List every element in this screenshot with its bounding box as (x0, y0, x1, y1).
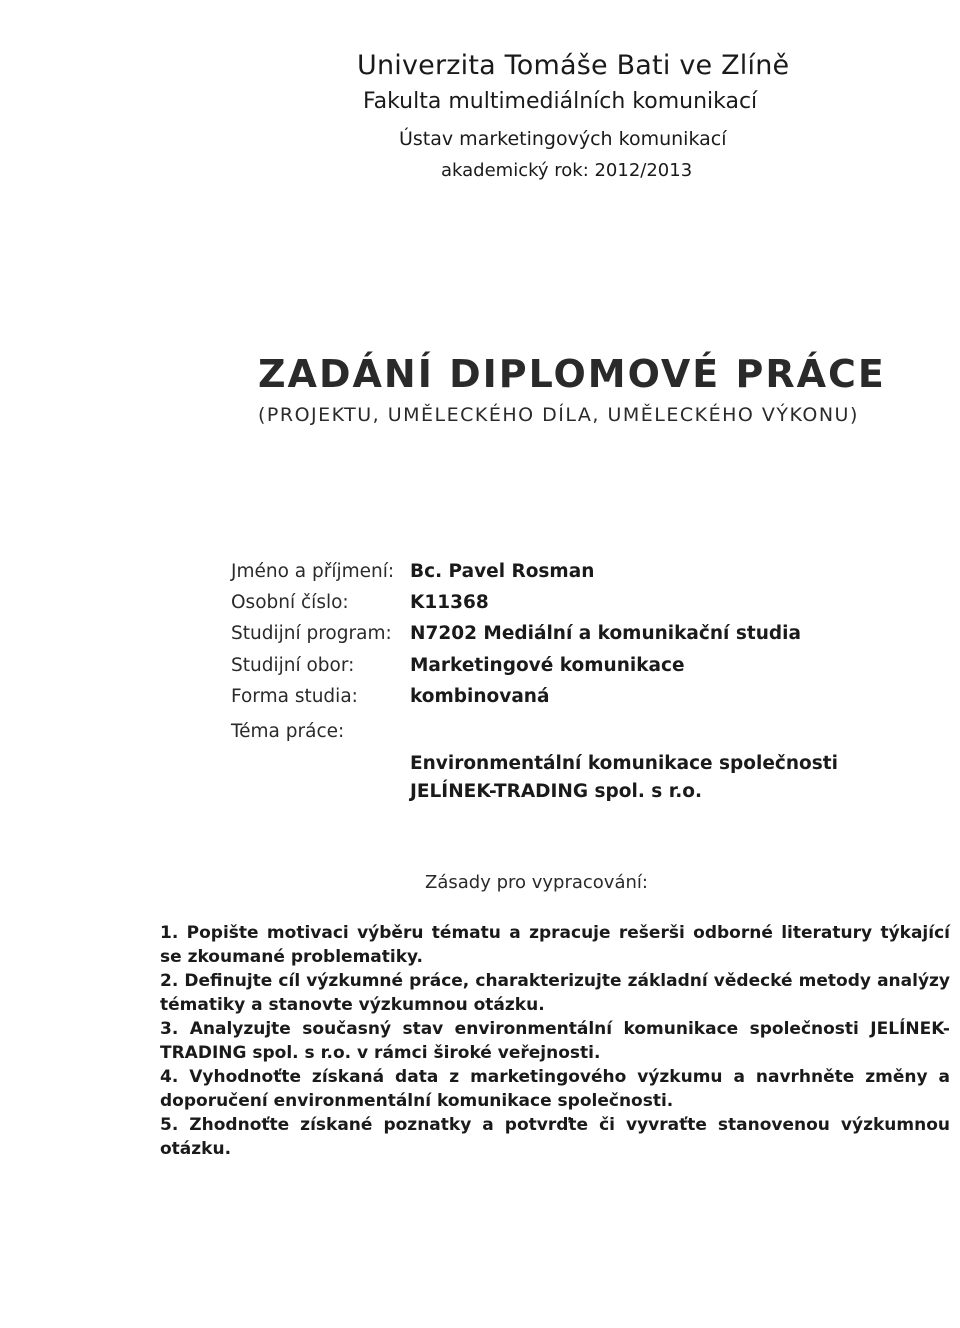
list-item: 3. Analyzujte současný stav environmentální komunikace společnosti JELÍNEK-TRADING spol. s r.o. v rámci široké veřejnosti. (160, 1019, 950, 1063)
principles-heading: Zásady pro vypracování: (425, 872, 648, 893)
name-label: Jméno a příjmení: (231, 561, 395, 582)
name-value: Bc. Pavel Rosman (410, 561, 595, 582)
list-item: 1. Popište motivaci výběru tématu a zpracuje rešerši odborné literatury týkající se zkoumané problematiky. (160, 923, 950, 967)
university-name: Univerzita Tomáše Bati ve Zlíně (357, 50, 790, 81)
list-item: 5. Zhodnoťte získané poznatky a potvrďte či vyvraťte stanovenou výzkumnou otázku. (160, 1115, 950, 1159)
document-subtitle: (PROJEKTU, UMĚLECKÉHO DÍLA, UMĚLECKÉHO VÝKONU) (258, 404, 859, 426)
study-program-value: N7202 Mediální a komunikační studia (410, 623, 801, 644)
study-field-value: Marketingové komunikace (410, 655, 685, 676)
study-form-value: kombinovaná (410, 686, 550, 707)
document-title: ZADÁNÍ DIPLOMOVÉ PRÁCE (258, 352, 886, 396)
study-field-label: Studijní obor: (231, 655, 355, 676)
topic-label: Téma práce: (231, 721, 345, 742)
personal-number-value: K11368 (410, 592, 489, 613)
topic-value: Environmentální komunikace společnosti JELÍNEK-TRADING spol. s r.o. (410, 753, 838, 802)
faculty-name: Fakulta multimediálních komunikací (363, 89, 758, 114)
study-program-label: Studijní program: (231, 623, 392, 644)
list-item: 4. Vyhodnoťte získaná data z marketingového výzkumu a navrhněte změny a doporučení environmentální komunikace společnosti. (160, 1067, 950, 1111)
personal-number-label: Osobní číslo: (231, 592, 349, 613)
academic-year: akademický rok: 2012/2013 (441, 160, 693, 181)
list-item: 2. Definujte cíl výzkumné práce, charakterizujte základní vědecké metody analýzy tématiky a stanovte výzkumnou otázku. (160, 971, 950, 1015)
institute-name: Ústav marketingových komunikací (399, 128, 727, 150)
study-form-label: Forma studia: (231, 686, 358, 707)
principles-list (160, 922, 950, 1162)
